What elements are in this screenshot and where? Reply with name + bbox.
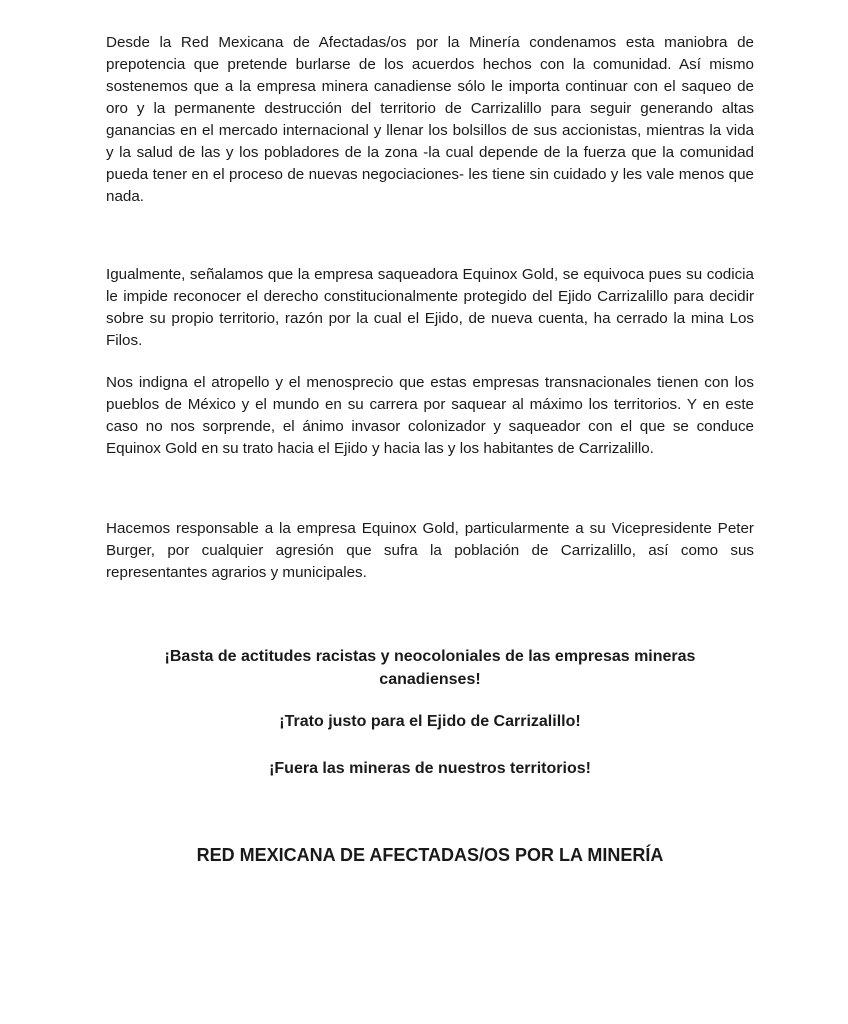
paragraph-indignation: Nos indigna el atropello y el menosprecio que estas empresas transnacionales tienen con los pueblos de México y el mundo en su carrera por saquear al máximo los territorios. Y en este caso no nos sorprende, el ánimo invasor colonizador y saqueador con el que se conduce Equinox Gold en su trato hacia el Ejido y hacia las y los habitantes de Carrizalillo. bbox=[106, 374, 754, 457]
slogan-mines-out: ¡Fuera las mineras de nuestros territorios! bbox=[269, 760, 591, 777]
paragraph-responsibility: Hacemos responsable a la empresa Equinox Gold, particularmente a su Vicepresidente Peter Burger, por cualquier agresión que sufra la población de Carrizalillo, así como sus representantes agrarios y municipales. bbox=[106, 520, 754, 581]
slogan-fair-deal: ¡Trato justo para el Ejido de Carrizalillo! bbox=[279, 713, 581, 730]
paragraph-equinox-gold: Igualmente, señalamos que la empresa saqueadora Equinox Gold, se equivoca pues su codicia le impide reconocer el derecho constitucionalmente protegido del Ejido Carrizalillo para decidir sobre su propio territorio, razón por la cual el Ejido, de nueva cuenta, ha cerrado la mina Los Filos. bbox=[106, 266, 754, 349]
signature: RED MEXICANA DE AFECTADAS/OS POR LA MINERÍA bbox=[196, 845, 664, 865]
paragraph-condemnation: Desde la Red Mexicana de Afectadas/os por la Minería condenamos esta maniobra de prepotencia que pretende burlarse de los acuerdos hechos con la comunidad. Así mismo sostenemos que a la empresa minera canadiense sólo le importa continuar con el saqueo de oro y la permanente destrucción del territorio de Carrizalillo para seguir generando altas ganancias en el mercado internacional y llenar los bolsillos de sus accionistas, mientras la vida y la salud de las y los pobladores de la zona -la cual depende de la fuerza que la comunidad pueda tener en el proceso de nuevas negociaciones- les tiene sin cuidado y les vale menos que nada. bbox=[106, 34, 754, 205]
slogan-racism: ¡Basta de actitudes racistas y neocoloniales de las empresas mineras canadienses! bbox=[164, 648, 696, 688]
